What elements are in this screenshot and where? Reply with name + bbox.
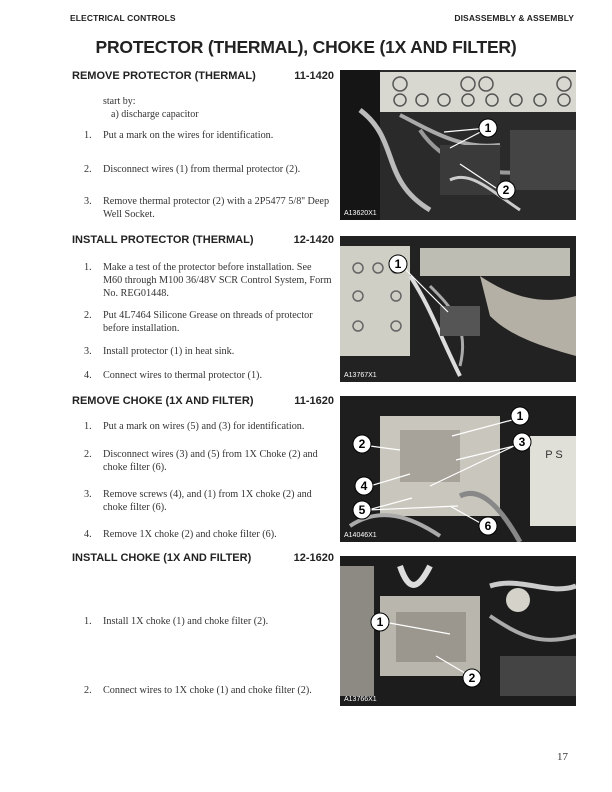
step-text: Make a test of the protector before installation. See M60 through M100 36/48V SCR Control System, Form No. REG01448.: [103, 262, 332, 299]
section-heading-remove-choke: [72, 395, 334, 407]
running-header-left: ELECTRICAL CONTROLS: [70, 13, 176, 23]
photo-choke-removal: [340, 396, 576, 542]
step-text: Remove 1X choke (2) and choke filter (6).: [103, 529, 277, 540]
section-title: REMOVE PROTECTOR (THERMAL): [72, 70, 256, 82]
section-heading-remove-protector: [72, 70, 334, 82]
step-text: Remove thermal protector (2) with a 2P5477 5/8'' Deep Well Socket.: [103, 196, 330, 220]
callout-label: 1: [484, 121, 492, 135]
step: [84, 489, 332, 515]
step: [84, 529, 332, 542]
step: [84, 310, 332, 336]
panel-mark: P S: [545, 449, 563, 461]
callout-label: 1: [394, 257, 402, 271]
step-number: 1.: [84, 130, 92, 141]
step: [84, 164, 332, 177]
running-header-right: DISASSEMBLY & ASSEMBLY: [454, 13, 574, 23]
step: [84, 130, 332, 143]
photo-thermal-protector-install: [340, 236, 576, 382]
step-text: Connect wires to 1X choke (1) and choke filter (2).: [103, 685, 312, 696]
photo-thermal-protector-removal: [340, 70, 576, 220]
step-text: Connect wires to thermal protector (1).: [103, 370, 262, 381]
step-number: 3.: [84, 196, 92, 207]
step-text: Install 1X choke (1) and choke filter (2).: [103, 616, 269, 627]
callout-label: 2: [502, 183, 510, 197]
step-text: Install protector (1) in heat sink.: [103, 346, 235, 357]
start-by-item: a) discharge capacitor: [111, 109, 199, 120]
section-heading-install-choke: [72, 552, 334, 564]
section-title: INSTALL PROTECTOR (THERMAL): [72, 234, 254, 246]
callout-label: 5: [358, 503, 366, 517]
step: [84, 346, 332, 359]
step-text: Disconnect wires (3) and (5) from 1X Choke (2) and choke filter (6).: [103, 449, 318, 473]
step: [84, 262, 332, 300]
step: [84, 449, 332, 475]
step: [84, 370, 332, 383]
callout-label: 1: [376, 615, 384, 629]
step-number: 4.: [84, 529, 92, 540]
step-number: 1.: [84, 616, 92, 627]
section-title: INSTALL CHOKE (1X AND FILTER): [72, 552, 252, 564]
step-number: 4.: [84, 370, 92, 381]
callout-label: 2: [358, 437, 366, 451]
callout-label: 3: [518, 435, 526, 449]
step-number: 2.: [84, 310, 92, 321]
step: [84, 196, 332, 222]
section-code: 11-1620: [294, 395, 334, 407]
step: [84, 421, 332, 434]
step-number: 2.: [84, 164, 92, 175]
step: [84, 616, 332, 629]
section-heading-install-protector: [72, 234, 334, 246]
step-text: Disconnect wires (1) from thermal protector (2).: [103, 164, 301, 175]
step: [84, 685, 332, 698]
step-number: 3.: [84, 489, 92, 500]
photo-id: A13620X1: [344, 210, 377, 217]
step-number: 1.: [84, 262, 92, 273]
page-number: 17: [557, 751, 568, 763]
section-code: 11-1420: [294, 70, 334, 82]
photo-choke-install: [340, 556, 576, 706]
step-text: Put 4L7464 Silicone Grease on threads of protector before installation.: [103, 310, 313, 334]
step-number: 1.: [84, 421, 92, 432]
start-by-label: start by:: [103, 96, 136, 107]
step-number: 2.: [84, 449, 92, 460]
step-text: Remove screws (4), and (1) from 1X choke (2) and choke filter (6).: [103, 489, 312, 513]
callout-label: 1: [516, 409, 524, 423]
section-code: 12-1620: [293, 552, 334, 564]
photo-id: A14046X1: [344, 532, 377, 539]
photo-id: A13767X1: [344, 372, 377, 379]
step-number: 2.: [84, 685, 92, 696]
step-text: Put a mark on the wires for identification.: [103, 130, 274, 141]
step-number: 3.: [84, 346, 92, 357]
step-text: Put a mark on wires (5) and (3) for identification.: [103, 421, 305, 432]
photo-id: A13766X1: [344, 696, 377, 703]
callout-label: 2: [468, 671, 476, 685]
page-title: PROTECTOR (THERMAL), CHOKE (1X AND FILTER): [95, 37, 517, 57]
callout-label: 6: [484, 519, 492, 533]
section-title: REMOVE CHOKE (1X AND FILTER): [72, 395, 254, 407]
section-code: 12-1420: [293, 234, 334, 246]
callout-label: 4: [360, 479, 368, 493]
